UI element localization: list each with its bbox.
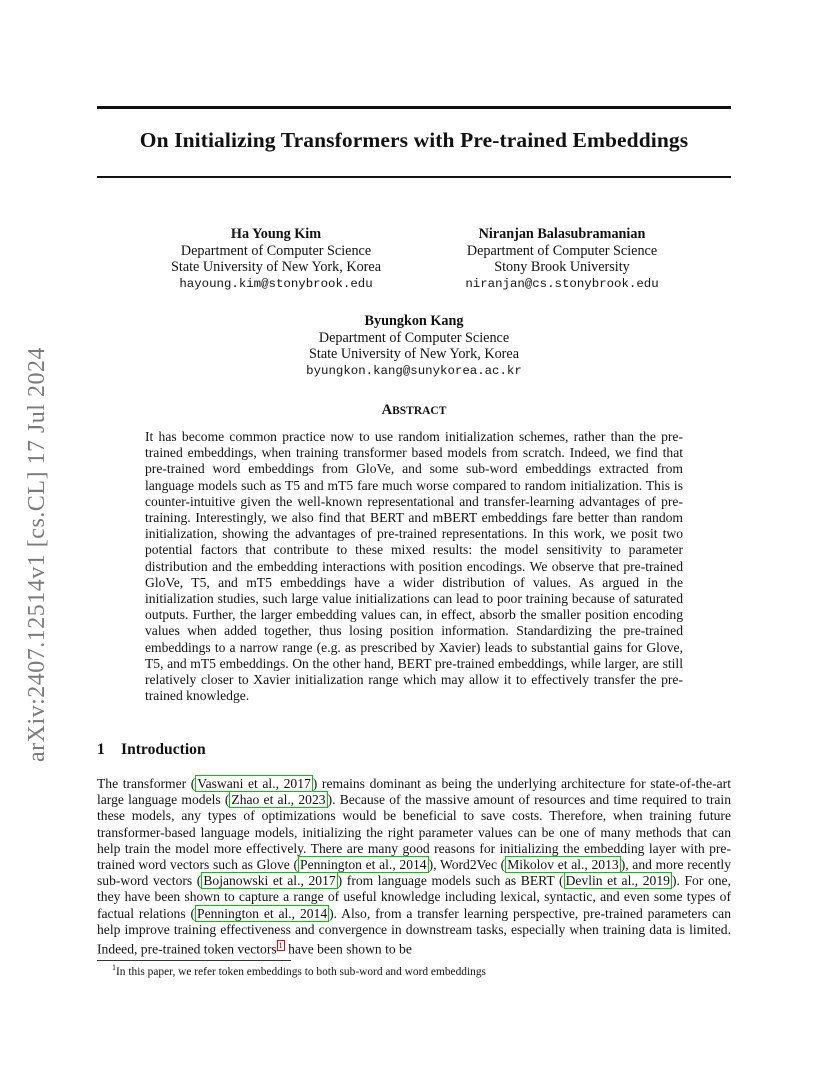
citation-link[interactable]: Bojanowski et al., 2017 [203, 873, 336, 889]
section-heading: 1 Introduction [97, 741, 206, 758]
author-block-3 [284, 313, 544, 379]
author-email: byungkon.kang@sunykorea.ac.kr [306, 363, 522, 378]
author-block-2 [432, 226, 692, 292]
paper-title: On Initializing Transformers with Pre-trained Embeddings [139, 128, 689, 152]
author-name: Ha Young Kim [230, 226, 322, 242]
abstract-text: It has become common practice now to use random initialization schemes, rather than the pre-trained embeddings, when training transformer based models from scratch. Indeed, we find that pre-trained word embeddings from GloVe, and some sub-word embeddings extracted from language models such as T5 and mT5 fare much worse compared to random initialization. This is counter-intuitive given the well-known representational and transfer-learning advantages of pre-training. Interestingly, we also find that BERT and mBERT embeddings fare better than random initialization, showing the advantages of pre-trained representations. In this work, we posit two potential factors that contribute to these mixed results: the model sensitivity to parameter distribution and the embedding interactions with position encodings. We observe that pre-trained GloVe, T5, and mT5 embeddings have a wider distribution of values. As argued in the initialization studies, such large value initializations can lead to poor training because of saturated outputs. Further, the larger embedding values can, in effect, absorb the smaller position encoding values when added together, thus losing position information. Standardizing the pre-trained embeddings to a narrow range (e.g. as prescribed by Xavier) leads to substantial gains for Glove, T5, and mT5 embeddings. On the other hand, BERT pre-trained embeddings, while larger, are still relatively closer to Xavier initialization range which may allow it to effectively transfer the pre-trained knowledge. [145, 429, 683, 704]
author-department: Department of Computer Science [318, 329, 510, 346]
author-institution: Stony Brook University [494, 259, 630, 275]
author-department: Department of Computer Science [180, 242, 372, 259]
author-block-1 [155, 226, 397, 292]
arxiv-identifier: arXiv:2407.12514v1 [cs.CL] 17 Jul 2024 [24, 347, 50, 762]
title-bottom-rule [97, 176, 731, 178]
introduction-paragraph: The transformer ( Vaswani et al., 2017 ) remains dominant as being the underlying architecture for state-of-the-art large language models ( Zhao et al., 2023 ). Because of the massive amount of resources and time required to train these models, any types of optimizations would be beneficial to save costs. Therefore, when training future transformer-based language models, initializing the right parameter values can be one of many methods that can help train the model more effectively. There are many good reasons for initializing the embedding layer with pre-trained word vectors such as Glove ( Pennington et al., 2014 ), Word2Vec ( Mikolov et al., 2013 ), and more recently sub-word vectors ( Bojanowski et al., 2017 ) from language models such as BERT ( Devlin et al., 2019 ). For one, they have been shown to capture a range of useful knowledge including lexical, syntactic, and even some types of factual relations ( Pennington et al., 2014 ). Also, from a transfer learning perspective, pre-trained parameters can help improve training effectiveness and convergence in downstream tasks, especially when training data is limited. Indeed, pre-trained token vectors $^1$ have been shown to be [97, 776, 731, 957]
abstract-heading: ABSTRACT [381, 402, 447, 418]
citation-link[interactable]: Zhao et al., 2023 [231, 792, 326, 808]
author-department: Department of Computer Science [466, 242, 658, 259]
top-rule [97, 106, 731, 109]
footnote-rule [97, 960, 291, 961]
citation-link[interactable]: Vaswani et al., 2017 [197, 776, 311, 791]
author-email: hayoung.kim@stonybrook.edu [179, 276, 373, 291]
author-name: Niranjan Balasubramanian [478, 226, 646, 242]
author-name: Byungkon Kang [364, 313, 464, 329]
citation-link[interactable]: Pennington et al., 2014 [197, 905, 328, 921]
citation-link[interactable]: Mikolov et al., 2013 [507, 857, 619, 873]
author-institution: State University of New York, Korea [308, 346, 520, 362]
footnote: $^1$In this paper, we refer token embeddings to both sub-word and word embeddings [112, 963, 486, 978]
author-institution: State University of New York, Korea [170, 259, 382, 275]
footnote-link[interactable]: 1 [278, 941, 283, 951]
citation-link[interactable]: Devlin et al., 2019 [565, 873, 670, 889]
author-email: niranjan@cs.stonybrook.edu [465, 276, 659, 291]
citation-link[interactable]: Pennington et al., 2014 [300, 857, 427, 873]
